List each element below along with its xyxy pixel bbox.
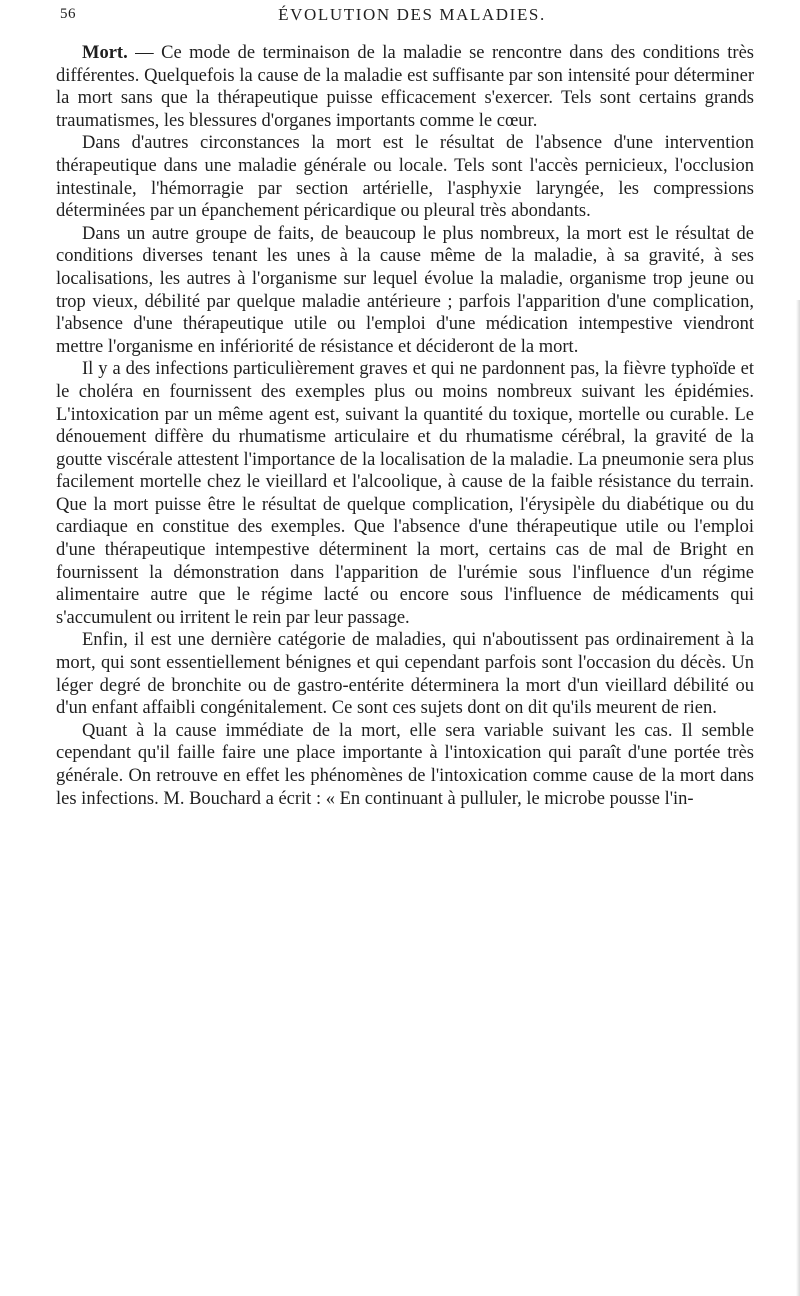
paragraph-text: Quant à la cause immédiate de la mort, elle sera variable suivant les cas. Il semble cependant qu'il faille faire une place importante à l'intoxication qui paraît d'une portée très générale. On retrouve en effet les phénomènes de l'intoxication comme cause de la mort dans les infections. M. Bouchard a écrit : « En continuant à pulluler, le microbe pousse l'in- (56, 720, 754, 809)
paragraph (56, 132, 754, 222)
paragraph (56, 223, 754, 359)
paragraph (56, 629, 754, 719)
paragraph-text: Enfin, il est une dernière catégorie de maladies, qui n'aboutissent pas ordinairement à la mort, qui sont essentiellement bénignes et qui cependant parfois sont l'occasion du décès. Un léger degré de bronchite ou de gastro-entérite déterminera la mort d'un vieillard débilité ou d'un enfant affaibli congénitalement. Ce sont ces sujets dont on dit qu'ils meurent de rien. (56, 630, 754, 719)
paragraph-text: Dans un autre groupe de faits, de beaucoup le plus nombreux, la mort est le résultat de conditions diverses tenant les unes à la cause même de la maladie, à sa gravité, à ses localisations, les autres à l'organisme sur lequel évolue la maladie, organisme trop jeune ou trop vieux, débilité par quelque maladie antérieure ; parfois l'apparition d'une complication, l'absence d'une thérapeutique utile ou l'emploi d'une médication intempestive viendront mettre l'organisme en infériorité de résistance et décideront de la mort. (56, 223, 754, 357)
page-number: 56 (60, 6, 76, 22)
section-lead-mort: Mort. (82, 43, 128, 63)
paragraph-text: — Ce mode de terminaison de la maladie se rencontre dans des conditions très différentes. Quelquefois la cause de la maladie est suffisante par son intensité pour déterminer la mort sans que la thérapeutique puisse efficacement s'exercer. Tels sont certains grands traumatismes, les blessures d'organes importants comme le cœur. (56, 43, 754, 131)
page-edge-shadow (796, 300, 800, 1296)
paragraph (56, 720, 754, 810)
paragraph-text: Dans d'autres circonstances la mort est le résultat de l'absence d'une intervention thérapeutique dans une maladie générale ou locale. Tels sont l'accès pernicieux, l'occlusion intestinale, l'hémorragie par section artérielle, l'asphyxie laryngée, les compressions déterminées par un épanchement péricardique ou pleural très abondants. (56, 133, 754, 222)
page-header (48, 2, 748, 28)
paragraph-mort (56, 42, 754, 132)
paragraph (56, 358, 754, 629)
running-head: ÉVOLUTION DES MALADIES. (278, 5, 546, 24)
body-text (56, 42, 754, 810)
paragraph-text: Il y a des infections particulièrement graves et qui ne pardonnent pas, la fièvre typhoïde et le choléra en fournissent des exemples plus ou moins nombreux suivant les épidémies. L'intoxication par un même agent est, suivant la quantité du toxique, mortelle ou curable. Le dénouement diffère du rhumatisme articulaire et du rhumatisme cérébral, la gravité de la goutte viscérale attestent l'importance de la localisation de la maladie. La pneumonie sera plus facilement mortelle chez le vieillard et l'alcoolique, à cause de la faible résistance du terrain. Que la mort puisse être le résultat de quelque complication, l'érysipèle du diabétique ou du cardiaque en constitue des exemples. Que l'absence d'une thérapeutique utile ou l'emploi d'une thérapeutique intempestive déterminent la mort, certains cas de mal de Bright en fournissent la démonstration dans l'apparition de l'urémie sous l'influence d'un régime alimentaire autre que le régime lacté ou encore sous l'influence de médicaments qui s'accumulent ou irritent le rein par leur passage. (56, 359, 754, 628)
